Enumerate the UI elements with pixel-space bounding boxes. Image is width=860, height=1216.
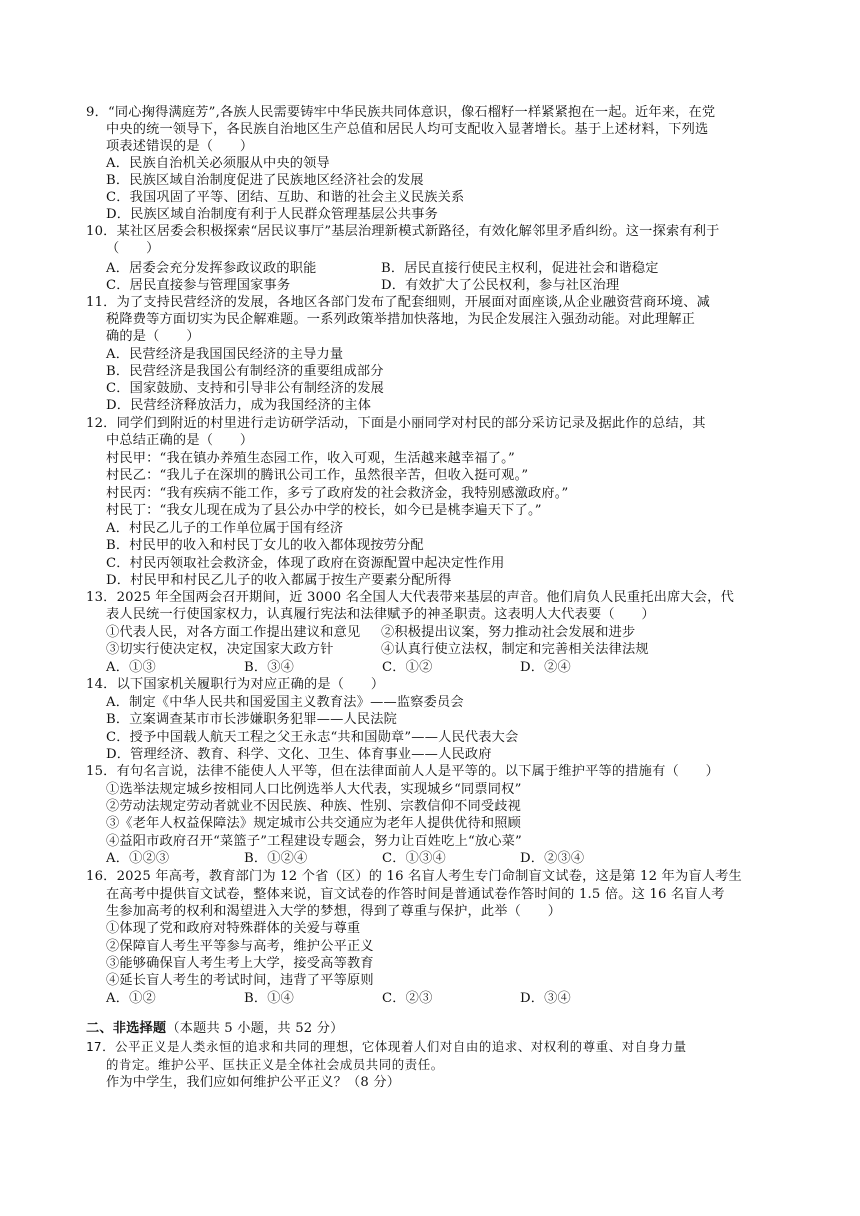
q13-option-a: A．①③: [106, 660, 156, 675]
section-note: （本题共 5 小题，共 52 分）: [166, 1021, 344, 1036]
q9-stem-line-1: 9．“同心掬得满庭芳”,各族人民需要铸牢中华民族共同体意识，像石榴籽一样紧紧抱在一起。近年来，在党: [86, 105, 716, 120]
q14-option-d: D．管理经济、教育、科学、文化、卫生、体育事业——人民政府: [106, 747, 492, 762]
q15-item-4: ④益阳市政府召开“菜篮子”工程建设专题会，努力让百姓吃上“放心菜”: [106, 834, 523, 849]
q13-option-c: C．①②: [382, 660, 433, 675]
q12-statement-2: 村民乙：“我儿子在深圳的腾讯公司工作，虽然很辛苦，但收入挺可观。”: [106, 468, 529, 483]
section-heading: [86, 1020, 344, 1037]
q15-item-1: ①选举法规定城乡按相同人口比例选举人大代表，实现城乡“同票同权”: [106, 782, 522, 797]
q16-stem-line-1: 16．2025 年高考，教育部门为 12 个省（区）的 16 名盲人考生专门命制盲文试卷，这是第 12 年为盲人考生: [86, 869, 742, 884]
q11-stem-line-1: 11．为了支持民营经济的发展，各地区各部门发布了配套细则，开展面对面座谈,从企业融资营商环境、减: [86, 295, 711, 310]
q15-item-2: ②劳动法规定劳动者就业不因民族、种族、性别、宗教信仰不同受歧视: [106, 799, 522, 814]
q13-stem-line-1: 13．2025 年全国两会召开期间，近 3000 名全国人大代表带来基层的声音。他们肩负人民重托出席大会，代: [86, 590, 734, 605]
q13-item-4: ④认真行使立法权，制定和完善相关法律法规: [381, 642, 649, 657]
q13-item-2: ②积极提出议案，努力推动社会发展和进步: [381, 625, 636, 640]
q15-option-a: A．①②③: [106, 851, 170, 866]
q16-item-4: ④延长盲人考生的考试时间，违背了平等原则: [106, 973, 374, 988]
q16-item-1: ①体现了党和政府对特殊群体的关爱与尊重: [106, 921, 361, 936]
q11-option-d: D．民营经济释放活力，成为我国经济的主体: [106, 398, 372, 413]
q13-option-d: D．②④: [520, 660, 571, 675]
q14-option-b: B．立案调查某市市长涉嫌职务犯罪——人民法院: [106, 712, 398, 727]
q12-option-b: B．村民甲的收入和村民丁女儿的收入都体现按劳分配: [106, 538, 424, 553]
q13-option-b: B．③④: [244, 660, 295, 675]
q17-stem-line-1: 17．公平正义是人类永恒的追求和共同的理想，它体现着人们对自由的追求、对权利的尊重、对自身力量: [86, 1039, 687, 1054]
q12-statement-4: 村民丁：“我女儿现在成为了县公办中学的校长，如今已是桃李遍天下了。”: [106, 503, 542, 518]
q9-stem-line-3: 项表述错误的是（ ）: [106, 139, 254, 154]
q9-option-a: A．民族自治机关必须服从中央的领导: [106, 156, 330, 171]
q17-stem-line-2: 的肯定。维护公平、匡扶正义是全体社会成员共同的责任。: [106, 1057, 444, 1072]
q14-stem-line-1: 14．以下国家机关履职行为对应正确的是（ ）: [86, 677, 385, 692]
q11-option-a: A．民营经济是我国国民经济的主导力量: [106, 347, 344, 362]
q16-option-b: B．①④: [244, 991, 295, 1006]
q12-statement-1: 村民甲：“我在镇办养殖生态园工作，收入可观，生活越来越幸福了。”: [106, 451, 515, 466]
q9-option-c: C．我国巩固了平等、团结、互助、和谐的社会主义民族关系: [106, 190, 465, 205]
q10-option-d: D．有效扩大了公民权利，参与社区治理: [381, 278, 620, 293]
q14-option-a: A．制定《中华人民共和国爱国主义教育法》——监察委员会: [106, 695, 464, 710]
q15-option-b: B．①②④: [244, 851, 308, 866]
q12-statement-3: 村民丙：“我有疾病不能工作，多亏了政府发的社会救济金，我特别感激政府。”: [106, 486, 569, 501]
q15-stem-line-1: 15．有句名言说，法律不能使人人平等，但在法律面前人人是平等的。以下属于维护平等的措施有（ ）: [86, 764, 720, 779]
q11-option-c: C．国家鼓励、支持和引导非公有制经济的发展: [106, 381, 385, 396]
q10-option-c: C．居民直接参与管理国家事务: [106, 278, 291, 293]
q17-question: 作为中学生，我们应如何维护公平正义？（8 分）: [106, 1075, 401, 1090]
q12-option-c: C．村民丙领取社会救济金，体现了政府在资源配置中起决定性作用: [106, 556, 505, 571]
q10-option-a: A．居委会充分发挥参政议政的职能: [106, 261, 317, 276]
q12-option-d: D．村民甲和村民乙儿子的收入都属于按生产要素分配所得: [106, 573, 452, 588]
q16-stem-line-3: 生参加高考的权利和渴望进入大学的梦想，得到了尊重与保护，此举（ ）: [106, 904, 562, 919]
q16-option-d: D．③④: [520, 991, 571, 1006]
q15-option-d: D．②③④: [520, 851, 585, 866]
q16-item-2: ②保障盲人考生平等参与高考，维护公平正义: [106, 939, 374, 954]
q16-option-c: C．②③: [382, 991, 433, 1006]
q16-item-3: ③能够确保盲人考生考上大学，接受高等教育: [106, 956, 374, 971]
q9-stem-line-2: 中央的统一领导下，各民族自治地区生产总值和居民人均可支配收入显著增长。基于上述材料，下列选: [106, 122, 709, 137]
q13-item-3: ③切实行使决定权，决定国家大政方针: [106, 642, 334, 657]
q16-option-a: A．①②: [106, 991, 156, 1006]
q12-stem-line-1: 12．同学们到附近的村里进行走访研学活动，下面是小丽同学对村民的部分采访记录及据此作的总结，其: [86, 416, 706, 431]
q10-stem-line-1: 10．某社区居委会积极探索“居民议事厅”基层治理新模式新路径，有效化解邻里矛盾纠纷。这一探索有利于: [86, 224, 720, 239]
q13-stem-line-2: 表人民统一行使国家权力，认真履行宪法和法律赋予的神圣职责。这表明人大代表要（ ）: [106, 607, 655, 622]
q14-option-c: C．授予中国载人航天工程之父王永志“共和国勋章”——人民代表大会: [106, 730, 519, 745]
q12-stem-line-2: 中总结正确的是（ ）: [106, 433, 254, 448]
q13-item-1: ①代表人民，对各方面工作提出建议和意见: [106, 625, 361, 640]
q11-option-b: B．民营经济是我国公有制经济的重要组成部分: [106, 364, 384, 379]
q10-stem-line-2: （ ）: [106, 241, 160, 256]
section-title: 二、非选择题: [86, 1021, 167, 1036]
q15-item-3: ③《老年人权益保障法》规定城市公共交通应为老年人提供优待和照顾: [106, 816, 522, 831]
q9-option-d: D．民族区域自治制度有利于人民群众管理基层公共事务: [106, 207, 439, 222]
q16-stem-line-2: 在高考中提供盲文试卷，整体来说，盲文试卷的作答时间是普通试卷作答时间的 1.5 倍。这 16 名盲人考: [106, 887, 725, 902]
q10-option-b: B．居民直接行使民主权利，促进社会和谐稳定: [381, 261, 659, 276]
q11-stem-line-3: 确的是（ ）: [106, 329, 200, 344]
q11-stem-line-2: 税降费等方面切实为民企解难题。一系列政策举措加快落地，为民企发展注入强劲动能。对此理解正: [106, 312, 696, 327]
q15-option-c: C．①③④: [382, 851, 446, 866]
q12-option-a: A．村民乙儿子的工作单位属于国有经济: [106, 521, 344, 536]
q9-option-b: B．民族区域自治制度促进了民族地区经济社会的发展: [106, 173, 424, 188]
